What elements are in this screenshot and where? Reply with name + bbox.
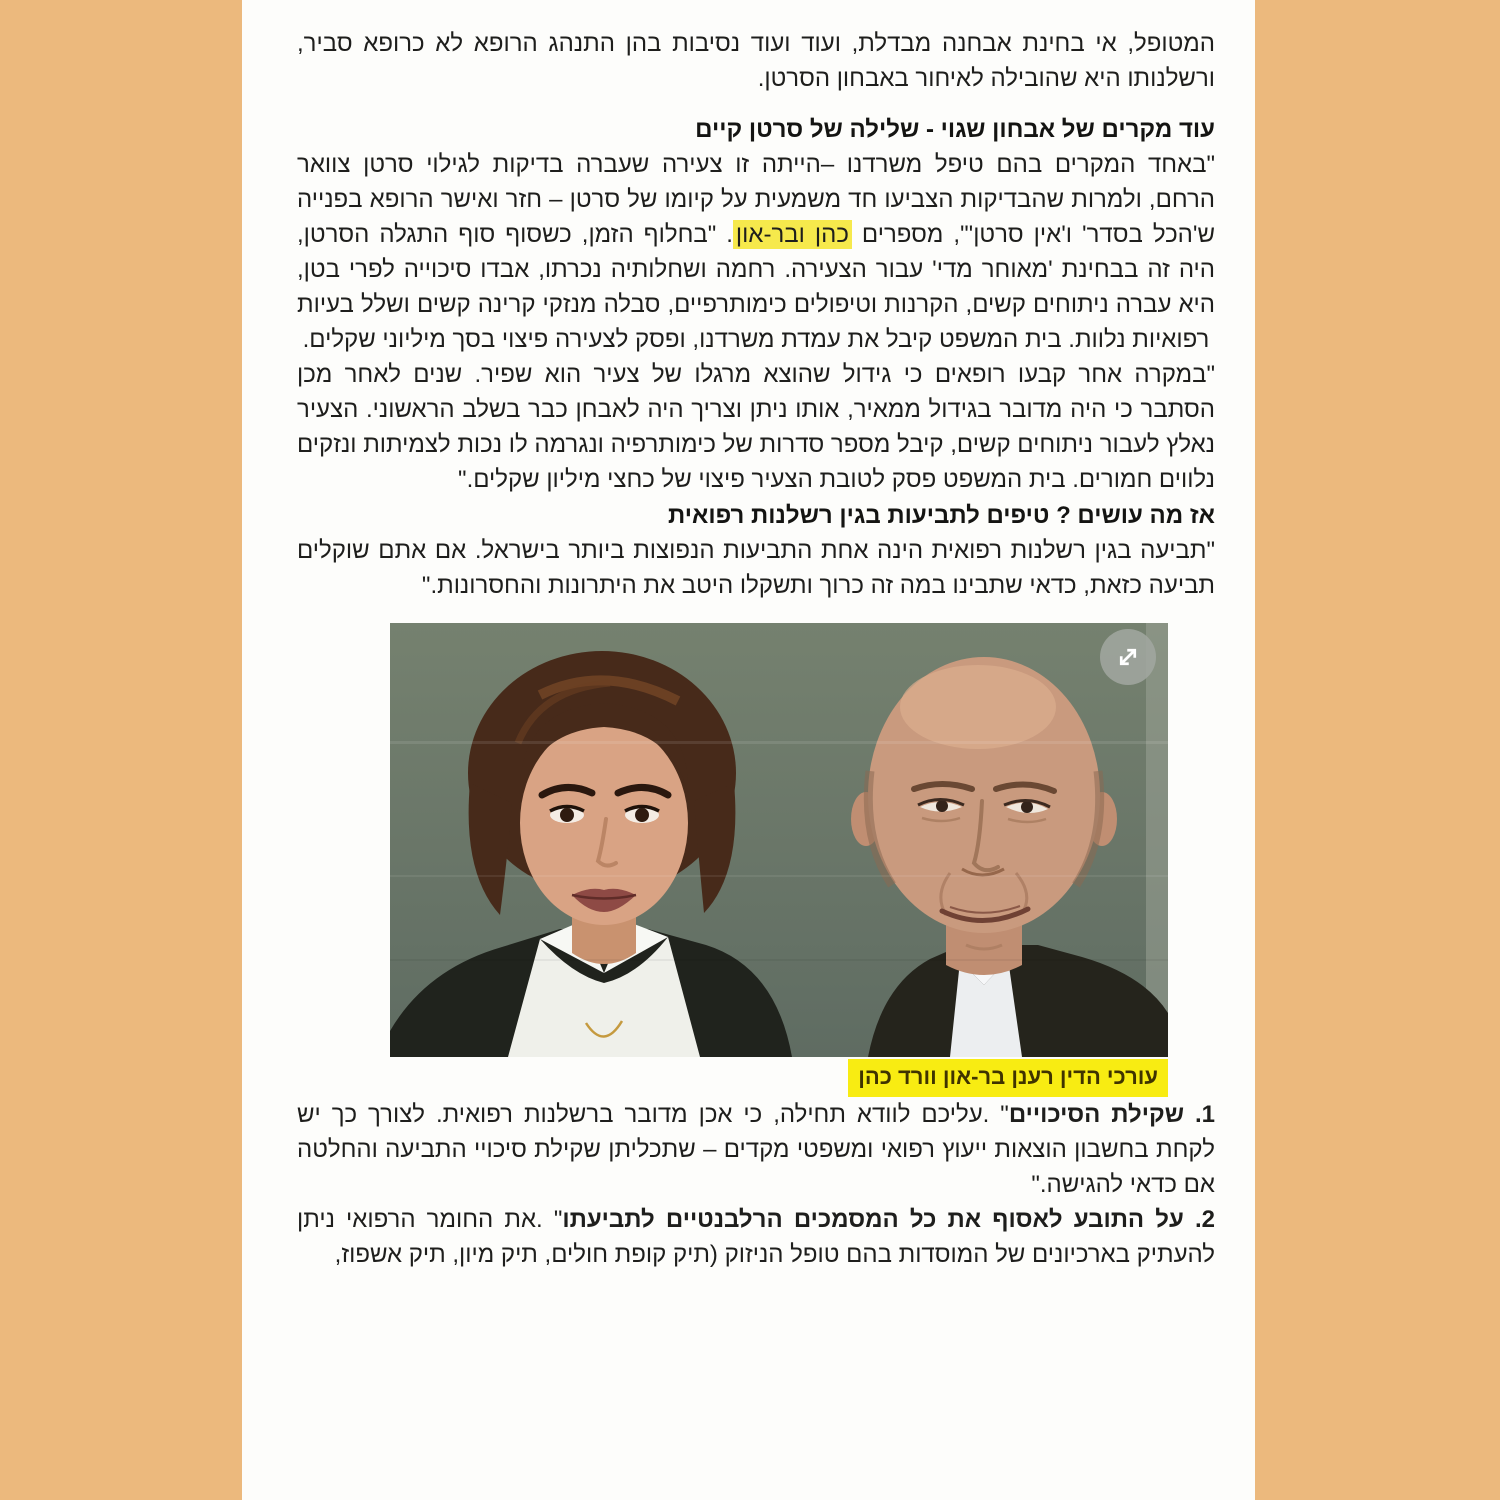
expand-icon[interactable]: [1100, 629, 1156, 685]
photo-caption-text: עורכי הדין רענן בר-און וורד כהן: [848, 1059, 1168, 1097]
article-content: [242, 0, 1255, 1272]
intro-paragraph: המטופל, אי בחינת אבחנה מבדלת, ועוד ועוד נסיבות בהן התנהג הרופא לא כרופא סביר, ורשלנותו היא שהובילה לאיחור באבחון הסרטן.: [297, 30, 1215, 92]
case1-text-after: . "בחלוף הזמן, כשסוף סוף התגלה הסרטן, היה זה בבחינת 'מאוחר מדי' עבור הצעירה. רחמה ושחלותיה נכרתו, אבדו סיכוייה לפרי בטן, היא עברה ניתוחים קשים, הקרנות וטיפולים כימותרפיים, סבלה מנזקי קרינה קשים ושלל בעיות רפואיות נלוות. בית המשפט קיבל את עמדת משרדנו, ופסק לצעירה פיצוי בסך מיליוני שקלים.: [297, 221, 1215, 353]
lawyers-photo-wrap: [390, 623, 1168, 1057]
tip-item-1: [297, 1097, 1215, 1202]
photo-caption: [390, 1059, 1168, 1097]
section-heading-misdiagnosis: עוד מקרים של אבחון שגוי - שלילה של סרטן קיים: [695, 116, 1215, 143]
lawyers-photo: [390, 623, 1168, 1057]
tip-2-lead: 2. על התובע לאסוף את כל המסמכים הרלבנטיים לתביעתו: [562, 1206, 1216, 1233]
section-heading-tips: אז מה עושים ? טיפים לתביעות בגין רשלנות רפואית: [668, 502, 1215, 529]
tip-2-body: " .את החומר הרפואי ניתן להעתיק בארכיונים של המוסדות בהם טופל הניזוק (תיק קופת חולים, תיק מיון, תיק אשפוז,: [297, 1206, 1215, 1268]
case-story-2: "במקרה אחר קבעו רופאים כי גידול שהוצא מרגלו של צעיר הוא שפיר. שנים לאחר מכן הסתבר כי היה מדובר בגידול ממאיר, אותו ניתן וצריך היה לאבחן כבר בשלב הראשוני. הצעיר נאלץ לעבור ניתוחים קשים, קיבל מספר סדרות של כימותרפיה ונגרמה לו נכות לצמיתות ונזקים נלווים חמורים. בית המשפט פסק לטובת הצעיר פיצוי של כחצי מיליון שקלים.": [297, 361, 1215, 493]
case-story-1: [297, 147, 1215, 357]
tips-intro-paragraph: "תביעה בגין רשלנות רפואית הינה אחת התביעות הנפוצות ביותר בישראל. אם אתם שוקלים תביעה כזאת, כדאי שתבינו במה זה כרוך ותשקלו היטב את היתרונות והחסרונות.": [297, 537, 1215, 599]
highlighted-lawyer-names: כהן ובר-און: [733, 220, 852, 249]
tip-1-lead: 1. שקילת הסיכויים: [1008, 1101, 1215, 1128]
lawyers-photo-figure: [390, 623, 1168, 1097]
document-page: [242, 0, 1255, 1500]
case1-text-before: "באחד המקרים בהם טיפל משרדנו –הייתה זו צעירה שעברה בדיקות לגילוי סרטן צוואר הרחם, ולמרות שהבדיקות הצביעו חד משמעית על קיומו של סרטן – חזר ואישר הרופא בפנייה ש'הכל בסדר' ו'אין סרטן'", מספרים: [297, 151, 1215, 248]
tip-1-body: " .עליכם לוודא תחילה, כי אכן מדובר ברשלנות רפואית. לצורך כך יש לקחת בחשבון הוצאות ייעוץ רפואי ומשפטי מקדים – שתכליתן שקילת סיכויי התביעה והחלטה אם כדאי להגישה.": [297, 1101, 1215, 1198]
tip-item-2: [297, 1202, 1215, 1272]
